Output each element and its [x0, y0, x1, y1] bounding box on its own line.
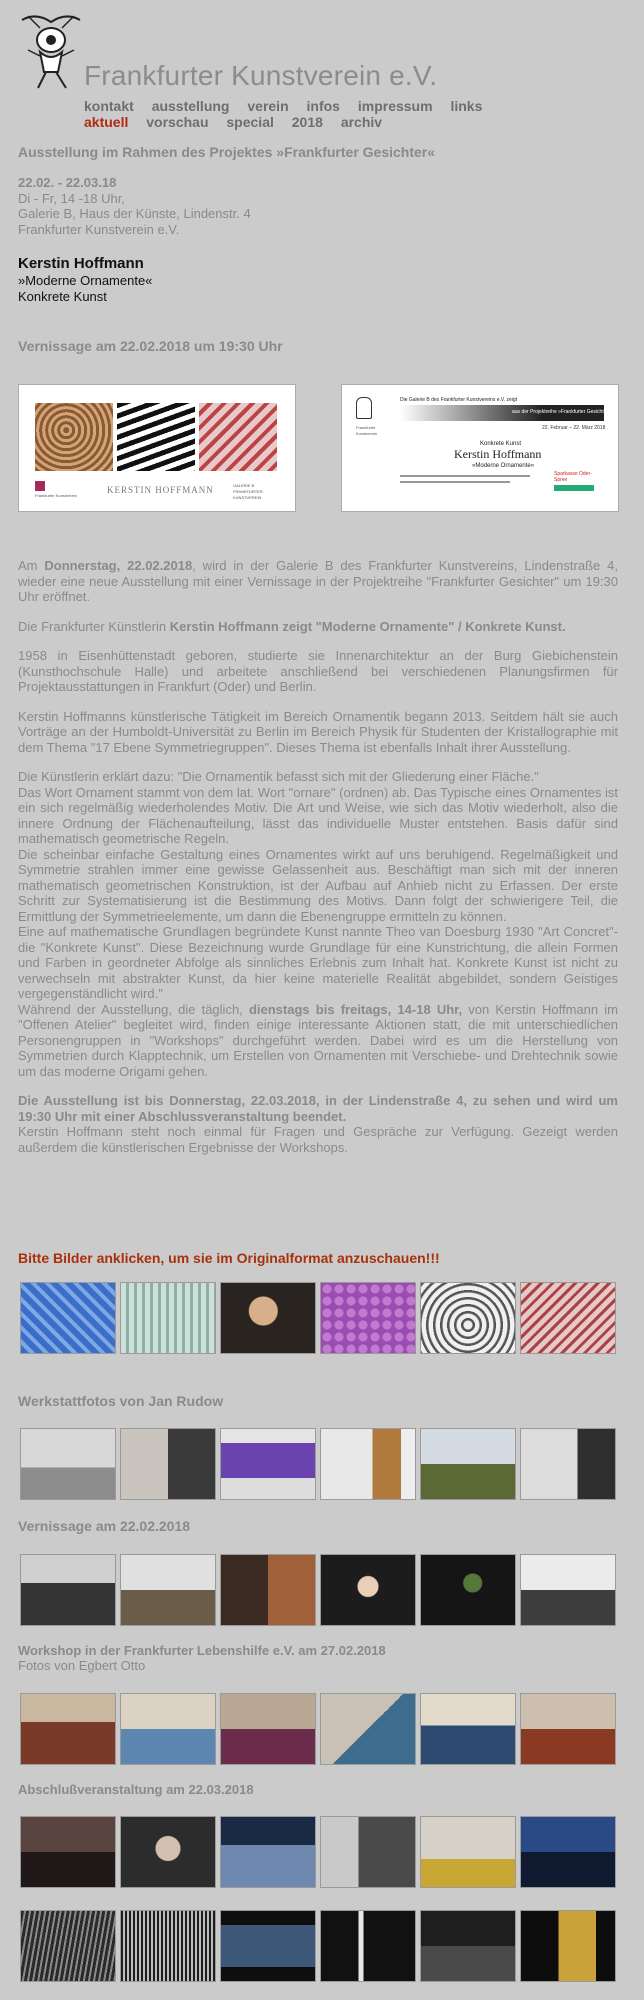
nav-vorschau[interactable]: vorschau	[146, 114, 209, 130]
nav-kontakt[interactable]: kontakt	[84, 98, 134, 114]
abschluss-photo[interactable]	[320, 1910, 416, 1982]
workshop-photo[interactable]	[420, 1693, 516, 1765]
artwork-thumbnail[interactable]	[320, 1282, 416, 1354]
main-nav	[84, 98, 496, 114]
paragraph-closing: Die Ausstellung ist bis Donnerstag, 22.03.2018, in der Lindenstraße 4, zu sehen und wird um 19:30 Uhr mit einer Abschlussveranstaltung beendet. Kerstin Hoffmann steht noch einmal für Fragen und Gespräche zur Verfügung. Gezeigt werden außerdem die künstlerischen Ergebnisse der Workshops.	[18, 1093, 618, 1155]
vernissage-heading: Vernissage am 22.02.2018 um 19:30 Uhr	[18, 338, 283, 354]
abschluss-photo[interactable]	[220, 1816, 316, 1888]
exhibition-organizer: Frankfurter Kunstverein e.V.	[18, 221, 180, 237]
paragraph-5-ornament: Das Wort Ornament stammt von dem lat. Wort "ornare" (ordnen) ab. Das Typische eines Ornamentes ist ein sich regelmäßig wiederholendes Motiv. Die Art und Weise, wie sich das Motiv wiederholt, also die innere Ordnung der Flächenaufteilung, lässt das individuelle Muster entstehen. Basis dafür sind mathematisch geometrische Regeln.	[18, 784, 618, 846]
artwork-thumbnail[interactable]	[520, 1282, 616, 1354]
workshop-photo[interactable]	[20, 1693, 116, 1765]
paragraph-5-symmetry: Die scheinbar einfache Gestaltung eines Ornamentes wirkt auf uns beruhigend. Regelmäßigkeit und Symmetrie strahlen immer eine gewisse Gelassenheit aus. Beschäftigt man sich mit der inneren mathematisch geometrischen Konstruktion, ist der Aufbau auf Anhieb nicht zu Erfassen. Der erste Schritt zur Systematisierung ist die Bestimmung des Motivs. Dann folgt der schwierigere Teil, die Ermittlung der Symmetrieelemente, um dann die Ebenengruppe ermitteln zu können.	[18, 846, 618, 924]
flyer-text-line	[400, 481, 510, 483]
flyer-sponsor-logo	[554, 485, 594, 491]
workshop-photo-credit: Fotos von Egbert Otto	[18, 1658, 146, 1673]
flyer-title: »Moderne Ornamente«	[472, 463, 535, 469]
artist-title: »Moderne Ornamente«	[18, 273, 153, 288]
vernissage-gallery	[20, 1554, 616, 1626]
flyer-banner-text: Die Galerie B des Frankfurter Kunstvereins e.V. zeigt	[400, 397, 518, 403]
kunstverein-logo[interactable]	[18, 10, 84, 90]
flyer-banner-2: aus der Projektreihe »Frankfurter Gesichter«	[512, 409, 611, 415]
artist-subtitle: Konkrete Kunst	[18, 289, 107, 304]
abschluss-gallery-2	[20, 1910, 616, 1982]
flyer-artist-name: Kerstin Hoffmann	[454, 447, 542, 461]
abschluss-photo[interactable]	[520, 1910, 616, 1982]
abschluss-photo[interactable]	[520, 1816, 616, 1888]
abschluss-heading: Abschlußveranstaltung am 22.03.2018	[18, 1782, 254, 1797]
workshop-gallery	[20, 1693, 616, 1765]
flyer-image-ornament-1	[35, 403, 113, 471]
abschluss-photo[interactable]	[220, 1910, 316, 1982]
exhibition-info	[18, 175, 618, 237]
flyer-sponsor: Sparkasse Oder-Spree	[554, 471, 592, 483]
werkstatt-gallery	[20, 1428, 616, 1500]
vernissage-photo[interactable]	[220, 1554, 316, 1626]
nav-special[interactable]: special	[226, 114, 274, 130]
vernissage-photo[interactable]	[320, 1554, 416, 1626]
flyer-artist-caption: KERSTIN HOFFMANN	[107, 485, 214, 495]
flyer-mini-logo	[356, 397, 372, 419]
flyer-side-text: Frankfurter Kunstverein	[356, 425, 378, 436]
paragraph-5-intro: Die Künstlerin erklärt dazu: "Die Ornamentik befasst sich mit der Gliederung einer Fläche."	[18, 769, 539, 784]
nav-2018[interactable]: 2018	[291, 114, 323, 130]
flyer-dates: 22. Februar – 22. März 2018	[542, 425, 606, 431]
paragraph-2: Die Frankfurter Künstlerin Kerstin Hoffmann zeigt "Moderne Ornamente" / Konkrete Kunst.	[18, 618, 566, 634]
flyer-image-ornament-2	[117, 403, 195, 471]
workshop-photo[interactable]	[220, 1693, 316, 1765]
artwork-thumbnail[interactable]	[220, 1282, 316, 1354]
werkstatt-photo[interactable]	[20, 1428, 116, 1500]
workshop-photo[interactable]	[120, 1693, 216, 1765]
artist-name: Kerstin Hoffmann	[18, 255, 144, 272]
flyer-right[interactable]	[341, 384, 619, 512]
gallery-prompt: Bitte Bilder anklicken, um sie im Originalformat anzuschauen!!!	[18, 1250, 440, 1266]
abschluss-photo[interactable]	[120, 1816, 216, 1888]
vernissage-photo[interactable]	[420, 1554, 516, 1626]
nav-ausstellung[interactable]: ausstellung	[151, 98, 230, 114]
paragraph-5-concrete-art: Eine auf mathematische Grundlagen begründete Kunst nannte Theo van Doesburg 1930 "Art Concret"- die "Konkrete Kunst". Diese Bezeichnung wurde Grundlage für eine Kunstrichtung, die allein Formen und Farben in geordneter Abfolge als sinnliches Erlebnis zum Inhalt hat. Konkrete Kunst ist nicht zu verwechseln mit abstrakter Kunst, da hier keine materielle Realität abgebildet, sondern Geistiges vergegenständlicht wird."	[18, 924, 618, 1001]
vernissage-photo[interactable]	[520, 1554, 616, 1626]
flyer-kind: Konkrete Kunst	[480, 441, 522, 447]
project-heading: Ausstellung im Rahmen des Projektes »Frankfurter Gesichter«	[18, 144, 436, 160]
abschluss-photo[interactable]	[20, 1910, 116, 1982]
vernissage-photo[interactable]	[20, 1554, 116, 1626]
flyer-small-left: Frankfurter Kunstverein	[35, 493, 77, 498]
paragraph-5-workshops: Während der Ausstellung, die täglich, dienstags bis freitags, 14-18 Uhr, von Kerstin Hoffmann im "Offenen Atelier" begleitet wird, finden einige interessante Aktionen statt, die mit unterschiedlichen Personengruppen in "Workshops" durchgeführt werden. Dabei wird es um die Herstellung von Symmetrien durch Klapptechnik, um Erstellen von Ornamenten mit Verschiebe- und Drehtechnik sowie um das moderne Origami gehen.	[18, 1001, 618, 1079]
site-title[interactable]: Frankfurter Kunstverein e.V.	[84, 60, 438, 91]
werkstatt-photo[interactable]	[120, 1428, 216, 1500]
artwork-thumbnail[interactable]	[20, 1282, 116, 1354]
vernissage-photo[interactable]	[120, 1554, 216, 1626]
paragraph-1: Am Donnerstag, 22.02.2018, wird in der Galerie B des Frankfurter Kunstvereins, Lindenstraße 4, wieder eine neue Ausstellung mit einer Vernissage in der Projektreihe "Frankfurter Gesichter" um 19:30 Uhr eröffnet.	[18, 558, 618, 604]
artwork-thumbnail[interactable]	[120, 1282, 216, 1354]
werkstatt-photo[interactable]	[420, 1428, 516, 1500]
exhibition-venue: Galerie B, Haus der Künste, Lindenstr. 4	[18, 206, 251, 221]
flyer-text-line	[400, 475, 530, 477]
werkstatt-heading: Werkstattfotos von Jan Rudow	[18, 1393, 224, 1409]
exhibition-hours: Di - Fr, 14 -18 Uhr,	[18, 190, 125, 206]
abschluss-photo[interactable]	[420, 1910, 516, 1982]
article-body	[18, 558, 618, 1155]
nav-links[interactable]: links	[450, 98, 483, 114]
abschluss-photo[interactable]	[320, 1816, 416, 1888]
sub-nav	[84, 114, 396, 130]
workshop-heading: Workshop in der Frankfurter Lebenshilfe e.V. am 27.02.2018	[18, 1643, 386, 1658]
abschluss-photo[interactable]	[20, 1816, 116, 1888]
artwork-gallery	[20, 1282, 616, 1354]
werkstatt-photo[interactable]	[220, 1428, 316, 1500]
flyer-left[interactable]	[18, 384, 296, 512]
workshop-section-header	[18, 1643, 618, 1674]
nav-verein[interactable]: verein	[247, 98, 289, 114]
flyer-image-ornament-3	[199, 403, 277, 471]
artwork-thumbnail[interactable]	[420, 1282, 516, 1354]
abschluss-photo[interactable]	[420, 1816, 516, 1888]
nav-aktuell[interactable]: aktuell	[84, 114, 129, 130]
nav-infos[interactable]: infos	[306, 98, 340, 114]
vernissage-photos-heading: Vernissage am 22.02.2018	[18, 1518, 191, 1534]
exhibition-dates: 22.02. - 22.03.18	[18, 175, 117, 190]
workshop-photo[interactable]	[320, 1693, 416, 1765]
werkstatt-photo[interactable]	[320, 1428, 416, 1500]
paragraph-4: Kerstin Hoffmanns künstlerische Tätigkeit im Bereich Ornamentik begann 2013. Seitdem hält sie auch Vorträge an der Humboldt-Universität zu Berlin im Bereich Physik für Studenten der Kristallographie mit dem Thema "17 Ebene Symmetriegruppen". Dieses Thema ist ebenfalls Inhalt ihrer Ausstellung.	[18, 708, 618, 755]
artist-block	[18, 255, 618, 305]
nav-impressum[interactable]: impressum	[357, 98, 433, 114]
paragraph-3: 1958 in Eisenhüttenstadt geboren, studierte sie Innenarchitektur an der Burg Giebichenstein (Kunsthochschule Halle) und arbeitete anschließend bei verschiedenen Planungsfirmen für Projektausstattungen in Frankfurt (Oder) und Berlin.	[18, 648, 618, 694]
flyer-small-right: GALERIE B FRANKFURTER KUNSTVEREIN	[233, 483, 263, 500]
werkstatt-photo[interactable]	[520, 1428, 616, 1500]
abschluss-gallery	[20, 1816, 616, 1888]
flyer-logo-mark	[35, 481, 45, 491]
workshop-photo[interactable]	[520, 1693, 616, 1765]
nav-archiv[interactable]: archiv	[340, 114, 383, 130]
abschluss-photo[interactable]	[120, 1910, 216, 1982]
